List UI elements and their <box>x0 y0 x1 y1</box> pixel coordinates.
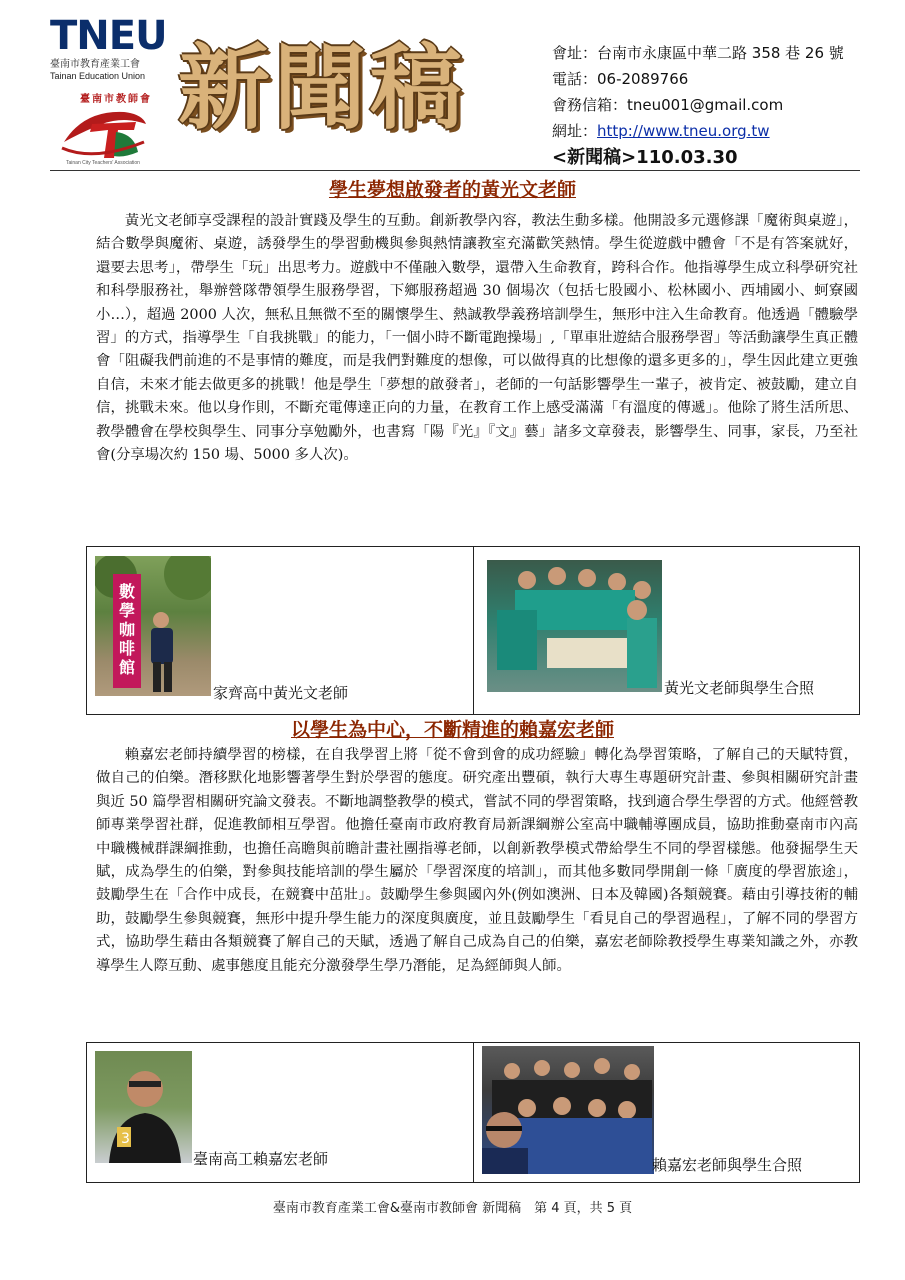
article1-photo2-caption: 黃光文老師與學生合照 <box>664 679 815 697</box>
article2-photo-table <box>86 1042 860 1183</box>
teacher-lai-students-photo <box>482 1046 654 1174</box>
masthead-title: 新聞稿 <box>178 34 467 142</box>
tneu-logo: TNEU <box>50 13 167 59</box>
svg-text:3: 3 <box>121 1131 130 1147</box>
website-link[interactable]: http://www.tneu.org.tw <box>597 122 770 140</box>
release-date: <新聞稿>110.03.30 <box>552 147 738 168</box>
address: 會址：台南市永康區中華二路 358 巷 26 號 <box>552 44 844 62</box>
teachers-association-logo <box>50 90 160 172</box>
teachers-association-name: 臺南市教師會 <box>80 94 152 105</box>
teacher-huang-students-photo <box>487 560 662 692</box>
union-name-cn: 臺南市教育產業工會 <box>50 59 140 70</box>
union-name-en: Tainan Education Union <box>50 71 146 81</box>
photo-banner-text: 數學咖啡館 <box>118 582 135 677</box>
page-footer: 臺南市教育產業工會&臺南市教師會 新聞稿 第 4 頁，共 5 頁 <box>272 1201 633 1216</box>
article1-photo-cell-2 <box>473 547 859 714</box>
email: 會務信箱：tneu001@gmail.com <box>552 96 784 114</box>
article1-title: 學生夢想啟發者的黃光文老師 <box>328 179 576 201</box>
teachers-association-name-en: Tainan City Teachers' Association <box>66 160 140 166</box>
article1-photo-table <box>86 546 860 715</box>
teacher-lai-photo <box>95 1051 192 1163</box>
article1-photo-cell-1 <box>87 547 473 714</box>
ct-emblem-icon <box>54 102 154 162</box>
article2-photo2-caption: 賴嘉宏老師與學生合照 <box>652 1156 803 1174</box>
article1-photo1-caption: 家齊高中黃光文老師 <box>213 684 349 702</box>
article1-body: 黃光文老師享受課程的設計實踐及學生的互動。創新教學內容，教法生動多樣。他開設多元選修課「魔術與桌遊」，結合數學與魔術、桌遊，誘發學生的學習動機與參與熱情讓教室充滿歡笑熱情。學生從遊戲中體會「不是有答案就好，還要去思考」，帶學生「玩」出思考力。遊戲中不僅融入數學，還帶入生命教育，跨科合作。他指導學生成立科學研究社和科學服務社，舉辦營隊帶領學生服務學習，下鄉服務超過 30 個場次（包括七股國小、松林國小、西埔國小、蚵寮國小…），超過 2000 人次，無私且無微不至的關懷學生、熱誠教學義務培訓學生，無形中注入生命教育。他透過「體驗學習」的方式，指導學生「自我挑戰」的能力，「一個小時不斷電跑操場」,「單車壯遊結合服務學習」等活動讓學生真正體會「阻礙我們前進的不是事情的難度，而是我們對難度的想像，可以做得真的比想像的還多更多的」，學生因此建立更強自信，未來才能去做更多的挑戰！他是學生「夢想的啟發者」，老師的一句話影響學生一輩子，被肯定、被鼓勵，建立自信，挑戰未來。他以身作則，不斷充電傳達正向的力量，在教育工作上感受滿滿「有溫度的傳遞」。他除了將生活所思、教學體會在學校與學生、同事分享勉勵外，也書寫「陽『光』『文』藝」諸多文章發表，影響學生、同事，家長，乃至社會(分享場次約 150 場、5000 多人次)。 <box>96 213 858 464</box>
article2-photo-cell-2 <box>473 1043 859 1182</box>
article2-body: 賴嘉宏老師持續學習的榜樣，在自我學習上將「從不會到會的成功經驗」轉化為學習策略，了解自己的天賦特質，做自己的伯樂。潛移默化地影響著學生對於學習的態度。研究產出豐碩，執行大專生專題研究計畫、參與相關研究計畫與近 50 篇學習相關研究論文發表。不斷地調整教學的模式，嘗試不同的學習策略，找到適合學生學習的方式。他經營教師專業學習社群，促進教師相互學習。他擔任臺南市政府教育局新課綱辦公室高中職輔導團成員，協助推動臺南市內高中職機械群課綱推動，也擔任高瞻與前瞻計畫社團指導老師，以創新教學模式帶給學生不同的學習樣態。他發掘學生天賦，成為學生的伯樂，對參與技能培訓的學生屬於「學習深度的培訓」，而其他多數同學開創一條「廣度的學習旅途」，鼓勵學生在「合作中成長，在競賽中茁壯」。鼓勵學生參與國內外(例如澳洲、日本及韓國)各類競賽。藉由引導技術的輔助，鼓勵學生參與競賽，無形中提升學生能力的深度與廣度，並且鼓勵學生「看見自己的學習過程」，了解不同的學習方式，協助學生藉由各類競賽了解自己的天賦，透過了解自己成為自己的伯樂，嘉宏老師除教授學生專業知識之外，亦教導學生人際互動、處事態度且能充分激發學生學乃潛能，足為經師與人師。 <box>96 747 858 974</box>
article2-photo-cell-1 <box>87 1043 473 1182</box>
contact-info <box>552 40 844 172</box>
logo-block <box>50 13 170 166</box>
article2-title: 以學生為中心，不斷精進的賴嘉宏老師 <box>290 719 614 741</box>
teacher-huang-photo <box>95 556 211 696</box>
website-row <box>552 118 844 144</box>
phone: 電話：06-2089766 <box>552 70 689 88</box>
header-divider <box>50 170 860 171</box>
website-label: 網址： <box>552 122 598 140</box>
article2-photo1-caption: 臺南高工賴嘉宏老師 <box>193 1150 329 1168</box>
